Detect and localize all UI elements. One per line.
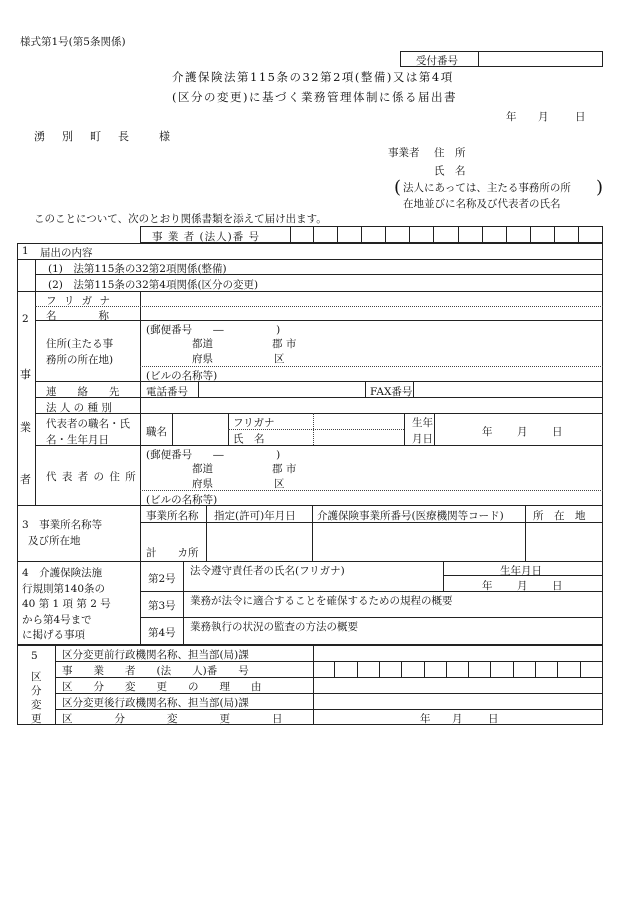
section1-item2: (2) 法第115条の32第4項関係(区分の変更)	[48, 279, 259, 291]
section5-number-digit-cell[interactable]	[402, 661, 424, 677]
business-number-digit-cell[interactable]	[579, 226, 603, 243]
section5-number-digit-cell[interactable]	[380, 661, 402, 677]
section5-num: 5	[31, 650, 38, 662]
title-line2: (区分の変更)に基づく業務管理体制に係る届出書	[172, 90, 457, 104]
business-number-label: 事 業 者 (法人)番 号	[152, 231, 261, 243]
rep-birth-month: 月	[517, 426, 528, 438]
address-label-1: 住所(主たる事	[46, 338, 114, 350]
rep-postal: (郵便番号 ― )	[146, 449, 281, 461]
section4-label: 4 介護保険法施 行規則第140条の 40 第 1 項 第 2 号 から第4号まで に掲げる事項	[22, 567, 111, 641]
reception-label: 受付番号	[416, 55, 458, 67]
address-city1: 郡 市	[272, 338, 297, 350]
business-number-digit-cell[interactable]	[459, 226, 483, 243]
furigana-label: フ リ ガ ナ	[46, 295, 113, 307]
business-number-digit-cell[interactable]	[507, 226, 531, 243]
business-number-digit-cell[interactable]	[434, 226, 458, 243]
date-month: 月	[538, 111, 549, 123]
business-number-digit-cell[interactable]	[531, 226, 555, 243]
bracket-close: )	[596, 177, 604, 198]
section3-label-1: 3 事業所名称等	[22, 519, 103, 531]
section5-vertical-3: 変	[31, 699, 42, 711]
section4-item4-no: 第4号	[148, 627, 176, 639]
business-number-digit-cell[interactable]	[314, 226, 338, 243]
section5-number-digit-cell[interactable]	[536, 661, 558, 677]
date-year: 年	[506, 111, 517, 123]
section4-item2-text: 法令遵守責任者の氏名(フリガナ)	[190, 565, 345, 577]
section5-number-digit-cell[interactable]	[581, 661, 603, 677]
section3-total: 計 カ所	[146, 547, 199, 559]
section1-item1: (1) 法第115条の32第2項関係(整備)	[48, 263, 227, 275]
section2-num: 2	[22, 313, 29, 325]
rep-title-label: 職名	[146, 426, 167, 438]
section5-date-day: 日	[488, 713, 499, 725]
applicant-name-label: 氏 名	[434, 165, 466, 177]
applicant-note-2: 在地並びに名称及び代表者の氏名	[403, 198, 561, 210]
applicant-address-label: 住 所	[434, 147, 466, 159]
business-number-digit-cell[interactable]	[338, 226, 362, 243]
rep-pref2: 府県	[192, 478, 213, 490]
address-pref1: 都道	[192, 338, 213, 350]
section1-title: 届出の内容	[40, 247, 93, 259]
addressee: 湧 別 町 長	[34, 130, 132, 143]
form-id: 様式第1号(第5条関係)	[20, 36, 126, 48]
section5-number-digit-cell[interactable]	[491, 661, 513, 677]
section3-label-2: 及び所在地	[28, 535, 81, 547]
section4-item3-no: 第3号	[148, 600, 176, 612]
bracket-open: (	[394, 177, 402, 198]
business-number-digit-cell[interactable]	[362, 226, 386, 243]
rep-birth-year: 年	[482, 426, 493, 438]
phone-field[interactable]	[200, 383, 360, 396]
section5-number-digit-cell[interactable]	[469, 661, 491, 677]
business-number-digit-cell[interactable]	[483, 226, 507, 243]
section4-birth-day: 日	[552, 580, 563, 592]
section4-item4-text: 業務執行の状況の監査の方法の概要	[190, 621, 358, 633]
section5-number-digit-cell[interactable]	[558, 661, 580, 677]
section5-row1: 区分変更前行政機関名称、担当部(局)課	[62, 649, 249, 661]
furigana-field[interactable]	[146, 293, 596, 305]
addressee-honorific: 様	[159, 130, 170, 143]
rep-birth-2: 月日	[412, 433, 433, 445]
fax-field[interactable]	[416, 383, 598, 396]
corp-type-label: 法 人 の 種 別	[46, 402, 112, 414]
section5-vertical-2: 分	[31, 685, 42, 697]
rep-building: (ビルの名称等)	[146, 494, 218, 506]
section3-col2: 指定(許可)年月日	[214, 510, 296, 522]
address-city2: 区	[274, 353, 285, 365]
rep-label-2: 名・生年月日	[46, 434, 109, 446]
section5-number-digit-cell[interactable]	[425, 661, 447, 677]
section3-col1: 事業所名称	[146, 510, 199, 522]
address-label-2: 務所の所在地)	[46, 354, 114, 366]
section2-vertical-3: 者	[20, 473, 31, 486]
corp-type-field[interactable]	[146, 399, 596, 412]
rep-furigana-label: フリガナ	[233, 417, 275, 429]
address-building: (ビルの名称等)	[146, 370, 218, 382]
rep-address-label: 代 表 者 の 住 所	[46, 471, 137, 483]
section5-row4: 区分変更後行政機関名称、担当部(局)課	[62, 697, 249, 709]
section5-date-year: 年	[420, 713, 431, 725]
business-number-digit-cell[interactable]	[290, 226, 314, 243]
section4-birth-year: 年	[482, 580, 493, 592]
section5-number-digit-cell[interactable]	[358, 661, 380, 677]
rep-label-1: 代表者の職名・氏	[46, 418, 130, 430]
address-pref2: 府県	[192, 353, 213, 365]
section5-row3: 区 分 変 更 の 理 由	[62, 681, 262, 693]
rep-birth-day: 日	[552, 426, 563, 438]
phone-label: 電話番号	[146, 386, 188, 398]
title-line1: 介護保険法第115条の32第2項(整備)又は第4項	[172, 70, 454, 84]
section4-birth-month: 月	[517, 580, 528, 592]
section4-item2-birth: 生年月日	[500, 565, 542, 577]
applicant-note-1: 法人にあっては、主たる事務所の所	[403, 182, 571, 194]
business-number-digit-cell[interactable]	[386, 226, 410, 243]
section4-item3-text: 業務が法令に適合することを確保するための規程の概要	[190, 595, 453, 607]
name-field[interactable]	[146, 308, 596, 320]
contact-label: 連 絡 先	[46, 386, 120, 398]
section5-vertical-4: 更	[31, 713, 42, 725]
section5-number-digit-cell[interactable]	[514, 661, 536, 677]
section5-number-digit-cell[interactable]	[335, 661, 357, 677]
section3-col3: 介護保険事業所番号(医療機関等コード)	[317, 510, 504, 522]
section3-col4: 所 在 地	[533, 510, 586, 522]
section5-row5: 区 分 変 更 日	[62, 713, 283, 725]
business-number-digit-cell[interactable]	[555, 226, 579, 243]
section5-number-digit-cell[interactable]	[313, 661, 335, 677]
rep-name-label: 氏 名	[233, 433, 265, 445]
section1-num: 1	[22, 245, 29, 257]
section5-date-month: 月	[452, 713, 463, 725]
fax-label: FAX番号	[370, 386, 413, 398]
section5-number-digit-cell[interactable]	[447, 661, 469, 677]
intro-text: このことについて、次のとおり関係書類を添えて届け出ます。	[34, 213, 327, 225]
rep-city2: 区	[274, 478, 285, 490]
name-label: 名 称	[46, 310, 109, 322]
section4-item2-no: 第2号	[148, 573, 176, 585]
section5-vertical-1: 区	[31, 671, 42, 683]
section2-vertical-1: 事	[20, 368, 31, 381]
section5-row2: 事 業 者 (法 人)番 号	[62, 665, 249, 677]
date-day: 日	[575, 111, 586, 123]
applicant-label: 事業者	[388, 147, 420, 159]
rep-pref1: 都道	[192, 463, 213, 475]
rep-birth-1: 生年	[412, 417, 433, 429]
rep-city1: 郡 市	[272, 463, 297, 475]
address-postal: (郵便番号 ― )	[146, 324, 281, 336]
business-number-digit-cell[interactable]	[410, 226, 434, 243]
section2-vertical-2: 業	[20, 421, 31, 434]
